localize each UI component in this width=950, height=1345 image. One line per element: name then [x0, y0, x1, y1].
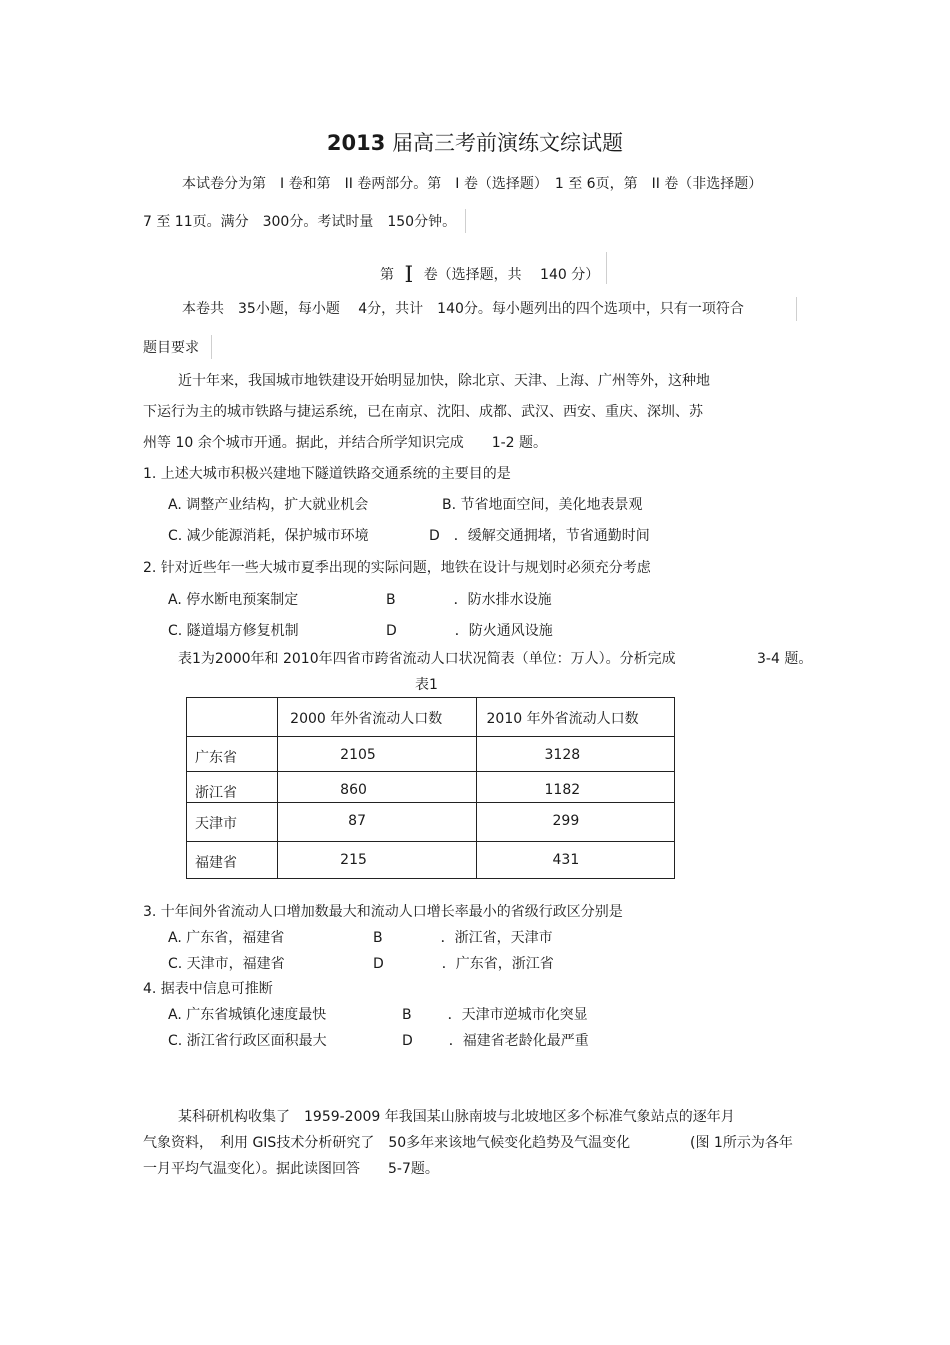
text-cursor-mark: [465, 209, 466, 233]
passage2-line-3: 一月平均气温变化）。据此读图回答 5-7题。: [143, 1161, 439, 1177]
q1-option-d: [429, 529, 650, 543]
table-intro-range: 3-4 题。: [757, 651, 813, 667]
q3-option-d: [373, 957, 554, 971]
passage1-line-3: 州等 10 余个城市开通。据此，并结合所学知识完成 1-2 题。: [143, 435, 548, 451]
title-year: 2013: [326, 131, 386, 155]
table-cell-region: 广东省: [187, 737, 278, 772]
table-row: [187, 737, 675, 772]
population-table: [186, 697, 675, 879]
q1-option-d-letter: D: [429, 528, 440, 544]
table-cell-value: 87: [278, 803, 476, 842]
title-text: 届高三考前演练文综试题: [392, 131, 624, 155]
section-heading-numeral: I: [404, 263, 414, 288]
q2-stem: 2. 针对近些年一些大城市夏季出现的实际问题，地铁在设计与规划时必须充分考虑: [143, 560, 651, 576]
text-cursor-mark: [796, 297, 797, 321]
q1-option-b: B. 节省地面空间，美化地表景观: [442, 497, 643, 513]
instructions-line-1: 本卷共 35小题，每小题 4分，共计 140分。每小题列出的四个选项中，只有一项符合: [182, 301, 744, 317]
q1-option-d-text: ．缓解交通拥堵，节省通勤时间: [453, 528, 650, 544]
intro-line-1: 本试卷分为第 I 卷和第 II 卷两部分。第 I 卷（选择题） 1 至 6页，第 II 卷（非选择题）: [182, 176, 763, 192]
table-caption: 表1: [415, 677, 438, 693]
passage2-line-2: 气象资料， 利用 GIS技术分析研究了 50多年来该地气候变化趋势及气温变化: [143, 1135, 631, 1151]
table-cell-region: 福建省: [187, 842, 278, 879]
q3-option-d-letter: D: [373, 956, 384, 972]
q4-option-b: [402, 1008, 588, 1022]
table-header-row: [187, 698, 675, 737]
section-heading-pre: 第: [380, 267, 394, 283]
q4-option-d: [402, 1034, 589, 1048]
table-cell-region: 天津市: [187, 803, 278, 842]
table-cell-value: 299: [476, 803, 675, 842]
q2-option-b-text: ．防水排水设施: [453, 592, 552, 608]
text-cursor-mark: [211, 335, 212, 359]
q4-option-a: A. 广东省城镇化速度最快: [168, 1007, 327, 1023]
q1-option-c: C. 减少能源消耗，保护城市环境: [168, 528, 369, 544]
q3-stem: 3. 十年间外省流动人口增加数最大和流动人口增长率最小的省级行政区分别是: [143, 904, 623, 920]
table-cell-region: 浙江省: [187, 772, 278, 803]
section-heading: [380, 262, 600, 288]
table-intro: 表1为2000年和 2010年四省市跨省流动人口状况简表（单位：万人）。分析完成: [178, 651, 676, 667]
table-cell-value: 3128: [476, 737, 675, 772]
passage1-line-2: 下运行为主的城市铁路与捷运系统，已在南京、沈阳、成都、武汉、西安、重庆、深圳、苏: [143, 404, 703, 420]
table-cell-value: 431: [476, 842, 675, 879]
q4-option-b-text: ．天津市逆城市化突显: [447, 1007, 588, 1023]
q3-option-c: C. 天津市，福建省: [168, 956, 285, 972]
q2-option-a: A. 停水断电预案制定: [168, 592, 299, 608]
q2-option-c: C. 隧道塌方修复机制: [168, 623, 299, 639]
q4-option-c: C. 浙江省行政区面积最大: [168, 1033, 327, 1049]
q3-option-b: [373, 931, 553, 945]
intro-line-2: 7 至 11页。满分 300分。考试时量 150分钟。: [143, 214, 457, 230]
table-header-cell: 2010 年外省流动人口数: [476, 698, 675, 737]
table-row: [187, 803, 675, 842]
q4-option-d-text: ．福建省老龄化最严重: [448, 1033, 589, 1049]
text-cursor-mark: [606, 252, 607, 284]
passage1-line-1: 近十年来，我国城市地铁建设开始明显加快，除北京、天津、上海、广州等外，这种地: [178, 373, 710, 389]
q3-option-a: A. 广东省，福建省: [168, 930, 285, 946]
passage2-line-2-figure-ref: (图 1所示为各年: [690, 1135, 793, 1151]
q4-option-b-letter: B: [402, 1007, 412, 1023]
table-row: [187, 772, 675, 803]
q2-option-b-letter: B: [386, 592, 396, 608]
q4-option-d-letter: D: [402, 1033, 413, 1049]
q1-option-a: A. 调整产业结构，扩大就业机会: [168, 497, 369, 513]
table-cell-value: 215: [278, 842, 476, 879]
passage2-line-1: 某科研机构收集了 1959-2009 年我国某山脉南坡与北坡地区多个标准气象站点的逐年月: [178, 1109, 735, 1125]
instructions-line-2: 题目要求: [143, 340, 199, 356]
table-header-cell: [187, 698, 278, 737]
q2-option-d: [386, 624, 553, 638]
table-header-cell: 2000 年外省流动人口数: [278, 698, 476, 737]
q2-option-b: [386, 593, 552, 607]
section-heading-post: 卷（选择题，共 140 分）: [423, 267, 600, 283]
table-cell-value: 860: [278, 772, 476, 803]
q2-option-d-letter: D: [386, 623, 397, 639]
q3-option-b-text: ．浙江省，天津市: [440, 930, 553, 946]
q3-option-d-text: ．广东省，浙江省: [441, 956, 554, 972]
q3-option-b-letter: B: [373, 930, 383, 946]
table-cell-value: 1182: [476, 772, 675, 803]
q4-stem: 4. 据表中信息可推断: [143, 981, 273, 997]
table-row: [187, 842, 675, 879]
page-title: [0, 133, 950, 154]
table-cell-value: 2105: [278, 737, 476, 772]
q2-option-d-text: ．防火通风设施: [454, 623, 553, 639]
q1-stem: 1. 上述大城市积极兴建地下隧道铁路交通系统的主要目的是: [143, 466, 511, 482]
